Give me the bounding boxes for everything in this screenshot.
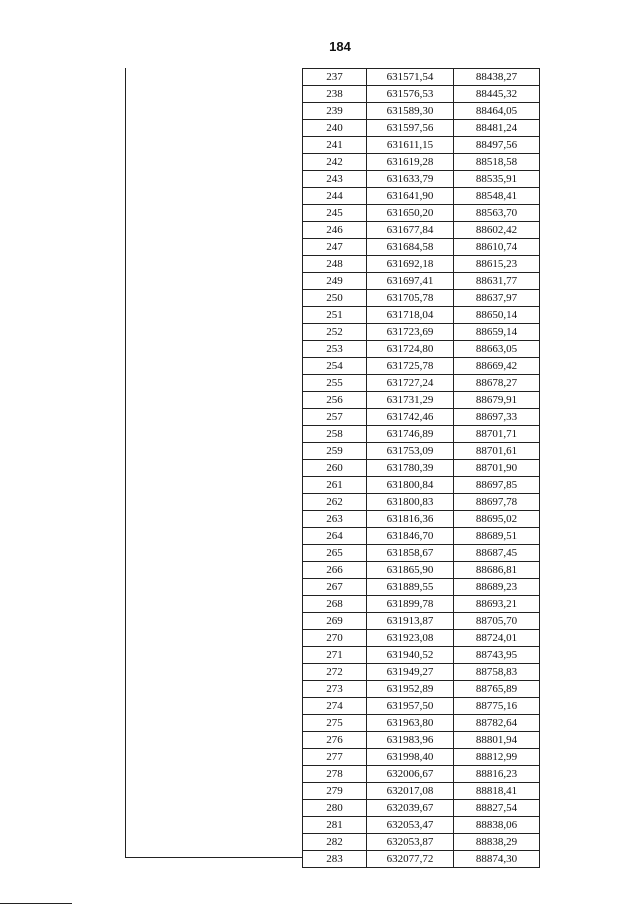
table-row [303,120,540,137]
table-row [303,477,540,494]
table-row [303,545,540,562]
table-row [303,596,540,613]
point-number-cell: 244 [303,188,367,205]
y-coordinate-cell: 88695,02 [454,511,540,528]
y-coordinate-cell: 88563,70 [454,205,540,222]
table-row [303,273,540,290]
y-coordinate-cell: 88659,14 [454,324,540,341]
x-coordinate-cell: 631576,53 [367,86,454,103]
table-row [303,137,540,154]
point-number-cell: 281 [303,817,367,834]
y-coordinate-cell: 88689,23 [454,579,540,596]
table-row [303,681,540,698]
y-coordinate-cell: 88687,45 [454,545,540,562]
table-row [303,698,540,715]
point-number-cell: 283 [303,851,367,868]
y-coordinate-cell: 88816,23 [454,766,540,783]
point-number-cell: 255 [303,375,367,392]
x-coordinate-cell: 632017,08 [367,783,454,800]
x-coordinate-cell: 631724,80 [367,341,454,358]
table-row [303,732,540,749]
table-row [303,341,540,358]
point-number-cell: 248 [303,256,367,273]
table-row [303,851,540,868]
point-number-cell: 268 [303,596,367,613]
point-number-cell: 243 [303,171,367,188]
x-coordinate-cell: 631913,87 [367,613,454,630]
y-coordinate-cell: 88827,54 [454,800,540,817]
table-row [303,647,540,664]
table-row [303,528,540,545]
point-number-cell: 258 [303,426,367,443]
footnote-divider [0,903,72,904]
point-number-cell: 270 [303,630,367,647]
point-number-cell: 247 [303,239,367,256]
table-row [303,290,540,307]
x-coordinate-cell: 631633,79 [367,171,454,188]
table-row [303,69,540,86]
x-coordinate-cell: 631727,24 [367,375,454,392]
point-number-cell: 262 [303,494,367,511]
y-coordinate-cell: 88689,51 [454,528,540,545]
table-row [303,392,540,409]
point-number-cell: 274 [303,698,367,715]
table-row [303,409,540,426]
table-row [303,579,540,596]
y-coordinate-cell: 88701,61 [454,443,540,460]
y-coordinate-cell: 88801,94 [454,732,540,749]
table-row [303,205,540,222]
x-coordinate-cell: 631949,27 [367,664,454,681]
y-coordinate-cell: 88438,27 [454,69,540,86]
table-row [303,324,540,341]
table-row [303,358,540,375]
y-coordinate-cell: 88701,90 [454,460,540,477]
y-coordinate-cell: 88697,33 [454,409,540,426]
y-coordinate-cell: 88678,27 [454,375,540,392]
point-number-cell: 282 [303,834,367,851]
x-coordinate-cell: 631723,69 [367,324,454,341]
table-row [303,630,540,647]
x-coordinate-cell: 631619,28 [367,154,454,171]
x-coordinate-cell: 631983,96 [367,732,454,749]
x-coordinate-cell: 632039,67 [367,800,454,817]
x-coordinate-cell: 631641,90 [367,188,454,205]
table-row [303,239,540,256]
x-coordinate-cell: 631858,67 [367,545,454,562]
x-coordinate-cell: 631952,89 [367,681,454,698]
table-row [303,443,540,460]
x-coordinate-cell: 631940,52 [367,647,454,664]
table-row [303,426,540,443]
y-coordinate-cell: 88481,24 [454,120,540,137]
x-coordinate-cell: 631697,41 [367,273,454,290]
table-row [303,800,540,817]
point-number-cell: 241 [303,137,367,154]
point-number-cell: 278 [303,766,367,783]
coordinates-table-body [303,69,540,868]
x-coordinate-cell: 631684,58 [367,239,454,256]
table-row [303,307,540,324]
table-row [303,562,540,579]
y-coordinate-cell: 88637,97 [454,290,540,307]
point-number-cell: 263 [303,511,367,528]
table-row [303,222,540,239]
y-coordinate-cell: 88518,58 [454,154,540,171]
point-number-cell: 273 [303,681,367,698]
point-number-cell: 256 [303,392,367,409]
point-number-cell: 240 [303,120,367,137]
x-coordinate-cell: 631571,54 [367,69,454,86]
y-coordinate-cell: 88701,71 [454,426,540,443]
y-coordinate-cell: 88724,01 [454,630,540,647]
x-coordinate-cell: 631731,29 [367,392,454,409]
point-number-cell: 251 [303,307,367,324]
x-coordinate-cell: 631846,70 [367,528,454,545]
x-coordinate-cell: 631692,18 [367,256,454,273]
y-coordinate-cell: 88631,77 [454,273,540,290]
point-number-cell: 264 [303,528,367,545]
point-number-cell: 276 [303,732,367,749]
x-coordinate-cell: 631780,39 [367,460,454,477]
point-number-cell: 254 [303,358,367,375]
x-coordinate-cell: 632006,67 [367,766,454,783]
y-coordinate-cell: 88838,06 [454,817,540,834]
y-coordinate-cell: 88782,64 [454,715,540,732]
point-number-cell: 272 [303,664,367,681]
table-row [303,154,540,171]
point-number-cell: 237 [303,69,367,86]
coordinates-table [302,68,540,868]
x-coordinate-cell: 631816,36 [367,511,454,528]
y-coordinate-cell: 88548,41 [454,188,540,205]
point-number-cell: 238 [303,86,367,103]
table-row [303,188,540,205]
table-row [303,715,540,732]
x-coordinate-cell: 631746,89 [367,426,454,443]
y-coordinate-cell: 88602,42 [454,222,540,239]
y-coordinate-cell: 88650,14 [454,307,540,324]
point-number-cell: 280 [303,800,367,817]
table-row [303,749,540,766]
y-coordinate-cell: 88697,85 [454,477,540,494]
x-coordinate-cell: 631889,55 [367,579,454,596]
point-number-cell: 257 [303,409,367,426]
x-coordinate-cell: 631725,78 [367,358,454,375]
x-coordinate-cell: 631865,90 [367,562,454,579]
y-coordinate-cell: 88464,05 [454,103,540,120]
x-coordinate-cell: 631998,40 [367,749,454,766]
y-coordinate-cell: 88758,83 [454,664,540,681]
y-coordinate-cell: 88615,23 [454,256,540,273]
x-coordinate-cell: 631800,83 [367,494,454,511]
point-number-cell: 253 [303,341,367,358]
point-number-cell: 252 [303,324,367,341]
x-coordinate-cell: 631597,56 [367,120,454,137]
table-row [303,171,540,188]
table-row [303,664,540,681]
table-row [303,103,540,120]
point-number-cell: 265 [303,545,367,562]
point-number-cell: 269 [303,613,367,630]
point-number-cell: 260 [303,460,367,477]
point-number-cell: 246 [303,222,367,239]
table-row [303,766,540,783]
point-number-cell: 275 [303,715,367,732]
y-coordinate-cell: 88743,95 [454,647,540,664]
x-coordinate-cell: 631742,46 [367,409,454,426]
x-coordinate-cell: 631753,09 [367,443,454,460]
point-number-cell: 277 [303,749,367,766]
y-coordinate-cell: 88697,78 [454,494,540,511]
table-row [303,817,540,834]
x-coordinate-cell: 631800,84 [367,477,454,494]
y-coordinate-cell: 88838,29 [454,834,540,851]
point-number-cell: 266 [303,562,367,579]
x-coordinate-cell: 631963,80 [367,715,454,732]
x-coordinate-cell: 631611,15 [367,137,454,154]
table-row [303,460,540,477]
x-coordinate-cell: 631923,08 [367,630,454,647]
table-row [303,86,540,103]
point-number-cell: 242 [303,154,367,171]
y-coordinate-cell: 88775,16 [454,698,540,715]
table-row [303,613,540,630]
y-coordinate-cell: 88663,05 [454,341,540,358]
y-coordinate-cell: 88610,74 [454,239,540,256]
point-number-cell: 249 [303,273,367,290]
y-coordinate-cell: 88818,41 [454,783,540,800]
y-coordinate-cell: 88765,89 [454,681,540,698]
y-coordinate-cell: 88497,56 [454,137,540,154]
x-coordinate-cell: 631718,04 [367,307,454,324]
table-row [303,511,540,528]
x-coordinate-cell: 632053,87 [367,834,454,851]
point-number-cell: 261 [303,477,367,494]
point-number-cell: 271 [303,647,367,664]
point-number-cell: 279 [303,783,367,800]
y-coordinate-cell: 88686,81 [454,562,540,579]
table-row [303,834,540,851]
x-coordinate-cell: 631899,78 [367,596,454,613]
y-coordinate-cell: 88693,21 [454,596,540,613]
x-coordinate-cell: 631705,78 [367,290,454,307]
point-number-cell: 267 [303,579,367,596]
table-row [303,256,540,273]
x-coordinate-cell: 632053,47 [367,817,454,834]
y-coordinate-cell: 88535,91 [454,171,540,188]
x-coordinate-cell: 631650,20 [367,205,454,222]
y-coordinate-cell: 88445,32 [454,86,540,103]
y-coordinate-cell: 88679,91 [454,392,540,409]
x-coordinate-cell: 631589,30 [367,103,454,120]
x-coordinate-cell: 632077,72 [367,851,454,868]
point-number-cell: 259 [303,443,367,460]
y-coordinate-cell: 88705,70 [454,613,540,630]
point-number-cell: 245 [303,205,367,222]
y-coordinate-cell: 88874,30 [454,851,540,868]
x-coordinate-cell: 631957,50 [367,698,454,715]
table-row [303,494,540,511]
left-column-frame [125,68,302,858]
point-number-cell: 250 [303,290,367,307]
table-row [303,375,540,392]
y-coordinate-cell: 88669,42 [454,358,540,375]
point-number-cell: 239 [303,103,367,120]
page-number: 184 [329,39,351,54]
y-coordinate-cell: 88812,99 [454,749,540,766]
table-row [303,783,540,800]
x-coordinate-cell: 631677,84 [367,222,454,239]
